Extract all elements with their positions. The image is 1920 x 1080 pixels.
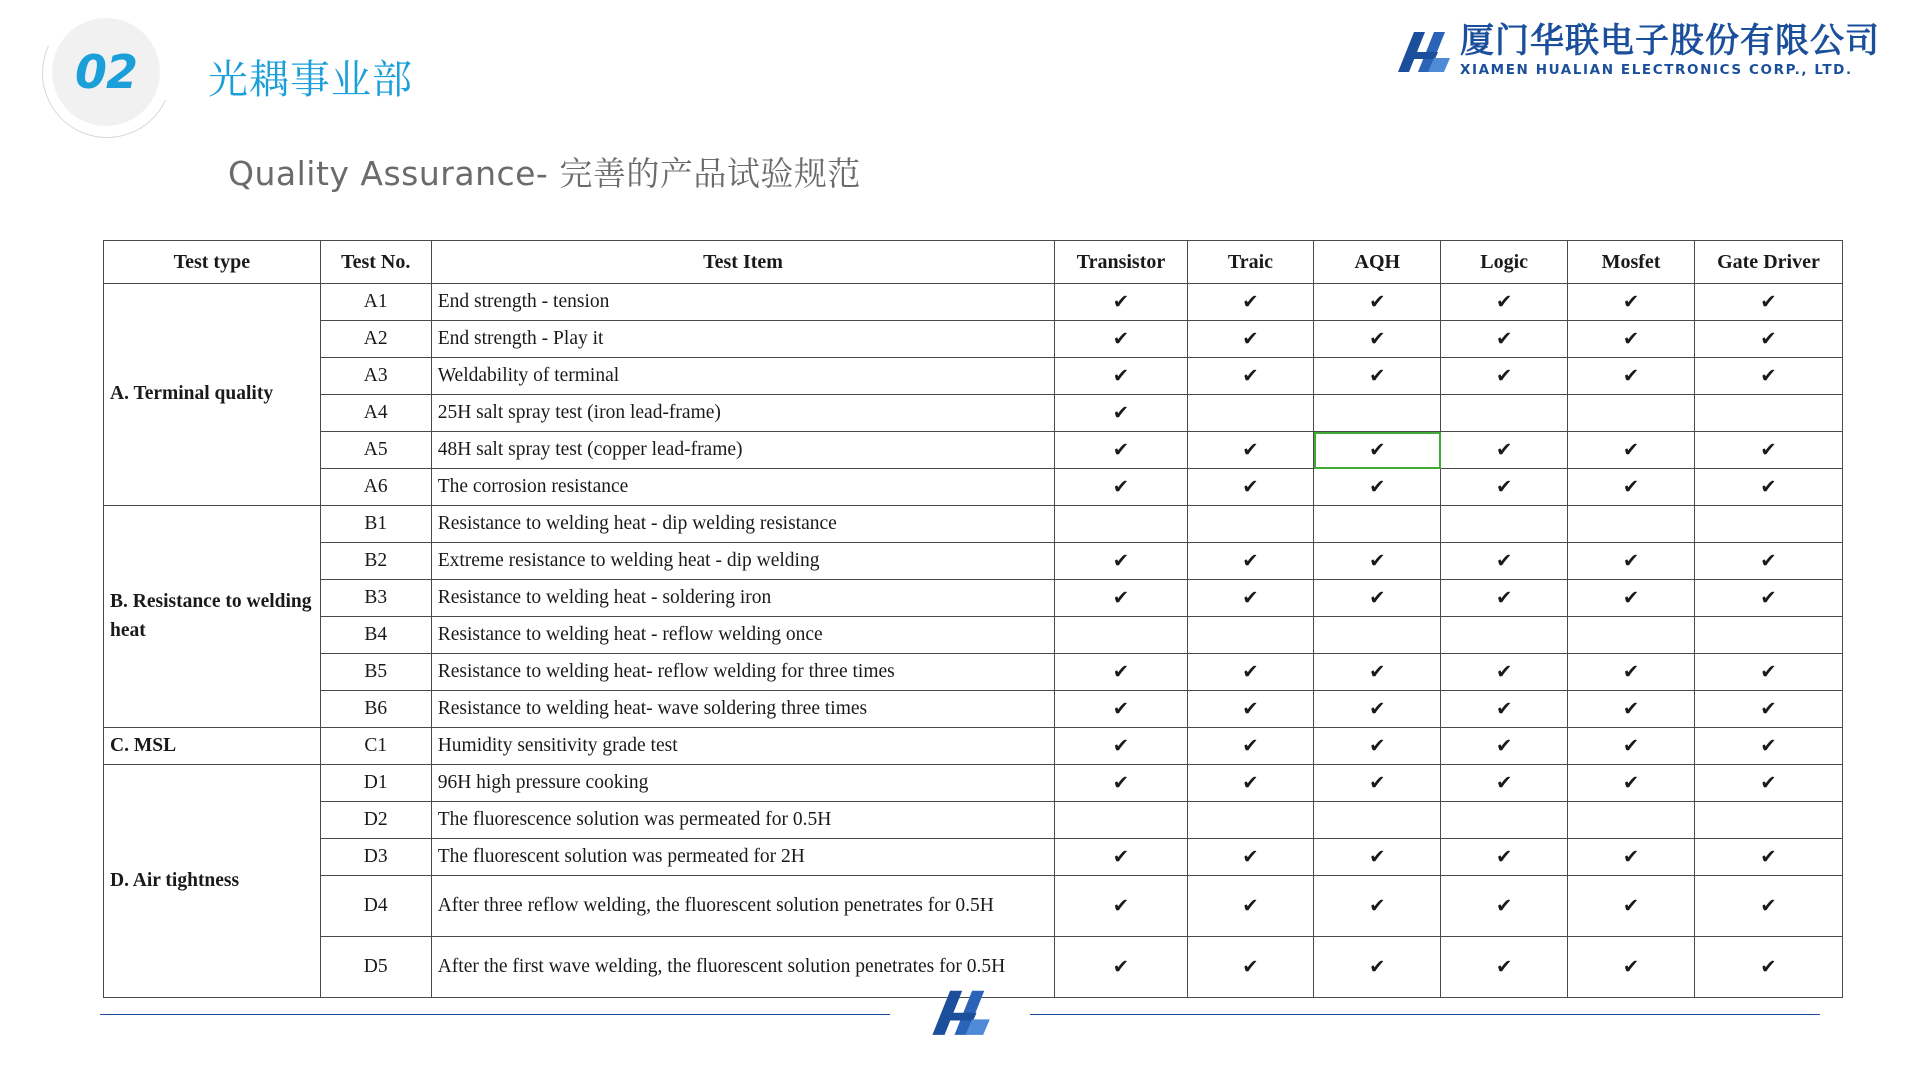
table-row — [104, 580, 1843, 617]
slide-subtitle: Quality Assurance- 完善的产品试验规范 — [228, 154, 861, 193]
test-no-cell: D5 — [320, 937, 431, 998]
check-cell-mosfet[interactable]: ✔ — [1568, 543, 1695, 580]
column-header-mosfet: Mosfet — [1568, 241, 1695, 284]
check-cell-traic[interactable]: ✔ — [1187, 358, 1314, 395]
test-no-cell: C1 — [320, 728, 431, 765]
check-cell-gate-driver[interactable]: ✔ — [1694, 839, 1842, 876]
check-cell-logic[interactable]: ✔ — [1441, 543, 1568, 580]
check-cell-mosfet[interactable]: ✔ — [1568, 321, 1695, 358]
test-item-cell: 48H salt spray test (copper lead-frame) — [431, 432, 1055, 469]
test-item-cell: Resistance to welding heat- reflow welding for three times — [431, 654, 1055, 691]
check-cell-aqh[interactable]: ✔ — [1314, 284, 1441, 321]
table-row — [104, 876, 1843, 937]
footer-divider-right — [1030, 1014, 1820, 1015]
check-cell-logic[interactable]: ✔ — [1441, 937, 1568, 998]
table-row — [104, 654, 1843, 691]
check-cell-transistor[interactable]: ✔ — [1055, 839, 1187, 876]
table-row — [104, 802, 1843, 839]
check-cell-traic[interactable]: ✔ — [1187, 691, 1314, 728]
check-cell-mosfet[interactable]: ✔ — [1568, 937, 1695, 998]
check-cell-gate-driver[interactable]: ✔ — [1694, 691, 1842, 728]
check-cell-aqh[interactable]: ✔ — [1314, 876, 1441, 937]
check-cell-traic[interactable] — [1187, 802, 1314, 839]
check-cell-gate-driver[interactable] — [1694, 506, 1842, 543]
check-cell-mosfet[interactable]: ✔ — [1568, 654, 1695, 691]
table-body — [104, 284, 1843, 998]
check-cell-logic[interactable] — [1441, 802, 1568, 839]
column-header-test-type: Test type — [104, 241, 321, 284]
check-cell-aqh[interactable]: ✔ — [1314, 654, 1441, 691]
check-cell-mosfet[interactable]: ✔ — [1568, 839, 1695, 876]
check-cell-logic[interactable]: ✔ — [1441, 358, 1568, 395]
check-cell-transistor[interactable]: ✔ — [1055, 543, 1187, 580]
table-row — [104, 543, 1843, 580]
check-cell-transistor[interactable]: ✔ — [1055, 580, 1187, 617]
check-cell-logic[interactable] — [1441, 506, 1568, 543]
test-no-cell: A6 — [320, 469, 431, 506]
check-cell-aqh[interactable]: ✔ — [1314, 691, 1441, 728]
check-cell-mosfet[interactable]: ✔ — [1568, 691, 1695, 728]
test-item-cell: 25H salt spray test (iron lead-frame) — [431, 395, 1055, 432]
check-cell-gate-driver[interactable]: ✔ — [1694, 543, 1842, 580]
check-cell-traic[interactable]: ✔ — [1187, 937, 1314, 998]
check-cell-transistor[interactable]: ✔ — [1055, 432, 1187, 469]
check-cell-mosfet[interactable] — [1568, 617, 1695, 654]
check-cell-transistor[interactable]: ✔ — [1055, 321, 1187, 358]
test-item-cell: The fluorescence solution was permeated for 0.5H — [431, 802, 1055, 839]
check-cell-gate-driver[interactable]: ✔ — [1694, 358, 1842, 395]
test-item-cell: Resistance to welding heat - soldering iron — [431, 580, 1055, 617]
test-no-cell: B5 — [320, 654, 431, 691]
test-item-cell: End strength - Play it — [431, 321, 1055, 358]
check-cell-logic[interactable]: ✔ — [1441, 728, 1568, 765]
check-cell-mosfet[interactable]: ✔ — [1568, 358, 1695, 395]
check-cell-aqh[interactable]: ✔ — [1314, 432, 1441, 469]
company-logo — [1394, 21, 1880, 80]
test-no-cell: B6 — [320, 691, 431, 728]
check-cell-mosfet[interactable]: ✔ — [1568, 728, 1695, 765]
check-cell-transistor[interactable]: ✔ — [1055, 728, 1187, 765]
table-row — [104, 469, 1843, 506]
check-cell-transistor[interactable]: ✔ — [1055, 765, 1187, 802]
check-cell-logic[interactable]: ✔ — [1441, 876, 1568, 937]
check-cell-mosfet[interactable]: ✔ — [1568, 765, 1695, 802]
column-header-aqh: AQH — [1314, 241, 1441, 284]
test-no-cell: D1 — [320, 765, 431, 802]
test-type-cell: D. Air tightness — [104, 765, 321, 998]
test-no-cell: D4 — [320, 876, 431, 937]
check-cell-mosfet[interactable] — [1568, 395, 1695, 432]
check-cell-aqh[interactable] — [1314, 506, 1441, 543]
test-no-cell: A5 — [320, 432, 431, 469]
check-cell-logic[interactable]: ✔ — [1441, 765, 1568, 802]
test-item-cell: Weldability of terminal — [431, 358, 1055, 395]
check-cell-gate-driver[interactable]: ✔ — [1694, 728, 1842, 765]
check-cell-aqh[interactable]: ✔ — [1314, 543, 1441, 580]
test-no-cell: B2 — [320, 543, 431, 580]
check-cell-logic[interactable]: ✔ — [1441, 432, 1568, 469]
column-header-test-no: Test No. — [320, 241, 431, 284]
check-cell-traic[interactable]: ✔ — [1187, 321, 1314, 358]
check-cell-mosfet[interactable]: ✔ — [1568, 876, 1695, 937]
test-no-cell: A3 — [320, 358, 431, 395]
check-cell-aqh[interactable] — [1314, 802, 1441, 839]
table-row — [104, 358, 1843, 395]
test-item-cell: End strength - tension — [431, 284, 1055, 321]
check-cell-logic[interactable]: ✔ — [1441, 321, 1568, 358]
check-cell-logic[interactable]: ✔ — [1441, 839, 1568, 876]
hualian-footer-logo-icon — [928, 986, 992, 1044]
table-row — [104, 728, 1843, 765]
check-cell-mosfet[interactable]: ✔ — [1568, 469, 1695, 506]
test-item-cell: After three reflow welding, the fluorescent solution penetrates for 0.5H — [431, 876, 1055, 937]
table-row — [104, 284, 1843, 321]
column-header-gate-driver: Gate Driver — [1694, 241, 1842, 284]
check-cell-aqh[interactable]: ✔ — [1314, 765, 1441, 802]
check-cell-transistor[interactable]: ✔ — [1055, 358, 1187, 395]
check-cell-aqh[interactable]: ✔ — [1314, 728, 1441, 765]
check-cell-transistor[interactable]: ✔ — [1055, 937, 1187, 998]
check-cell-traic[interactable]: ✔ — [1187, 728, 1314, 765]
qa-table-container — [103, 240, 1843, 998]
check-cell-transistor[interactable]: ✔ — [1055, 691, 1187, 728]
check-cell-traic[interactable]: ✔ — [1187, 839, 1314, 876]
check-cell-traic[interactable] — [1187, 395, 1314, 432]
check-cell-transistor[interactable]: ✔ — [1055, 876, 1187, 937]
qa-test-specification-table — [103, 240, 1843, 998]
check-cell-traic[interactable]: ✔ — [1187, 765, 1314, 802]
check-cell-gate-driver[interactable]: ✔ — [1694, 937, 1842, 998]
column-header-traic: Traic — [1187, 241, 1314, 284]
check-cell-gate-driver[interactable]: ✔ — [1694, 284, 1842, 321]
check-cell-gate-driver[interactable]: ✔ — [1694, 580, 1842, 617]
check-cell-logic[interactable]: ✔ — [1441, 580, 1568, 617]
check-cell-aqh[interactable]: ✔ — [1314, 937, 1441, 998]
check-cell-gate-driver[interactable]: ✔ — [1694, 876, 1842, 937]
test-item-cell: The corrosion resistance — [431, 469, 1055, 506]
check-cell-mosfet[interactable]: ✔ — [1568, 580, 1695, 617]
check-cell-logic[interactable]: ✔ — [1441, 654, 1568, 691]
test-item-cell: Resistance to welding heat- wave soldering three times — [431, 691, 1055, 728]
test-no-cell: A1 — [320, 284, 431, 321]
hualian-logo-icon — [1394, 28, 1452, 80]
check-cell-logic[interactable] — [1441, 617, 1568, 654]
check-cell-transistor[interactable] — [1055, 617, 1187, 654]
test-no-cell: B1 — [320, 506, 431, 543]
table-row — [104, 839, 1843, 876]
test-item-cell: Humidity sensitivity grade test — [431, 728, 1055, 765]
column-header-logic: Logic — [1441, 241, 1568, 284]
slide-number-text: 02 — [74, 45, 137, 99]
table-row — [104, 395, 1843, 432]
check-cell-gate-driver[interactable] — [1694, 617, 1842, 654]
check-cell-transistor[interactable]: ✔ — [1055, 284, 1187, 321]
check-cell-gate-driver[interactable]: ✔ — [1694, 765, 1842, 802]
check-cell-transistor[interactable] — [1055, 802, 1187, 839]
check-cell-aqh[interactable]: ✔ — [1314, 580, 1441, 617]
check-cell-logic[interactable]: ✔ — [1441, 691, 1568, 728]
check-cell-aqh[interactable]: ✔ — [1314, 469, 1441, 506]
check-cell-transistor[interactable] — [1055, 506, 1187, 543]
test-no-cell: A4 — [320, 395, 431, 432]
test-item-cell: Resistance to welding heat - dip welding resistance — [431, 506, 1055, 543]
table-header-row — [104, 241, 1843, 284]
check-cell-gate-driver[interactable]: ✔ — [1694, 321, 1842, 358]
test-item-cell: After the first wave welding, the fluorescent solution penetrates for 0.5H — [431, 937, 1055, 998]
check-cell-logic[interactable]: ✔ — [1441, 284, 1568, 321]
table-row — [104, 765, 1843, 802]
check-cell-traic[interactable]: ✔ — [1187, 654, 1314, 691]
test-item-cell: Resistance to welding heat - reflow welding once — [431, 617, 1055, 654]
check-cell-mosfet[interactable] — [1568, 802, 1695, 839]
check-cell-transistor[interactable]: ✔ — [1055, 469, 1187, 506]
check-cell-aqh[interactable]: ✔ — [1314, 321, 1441, 358]
test-no-cell: B3 — [320, 580, 431, 617]
check-cell-gate-driver[interactable]: ✔ — [1694, 432, 1842, 469]
check-cell-gate-driver[interactable] — [1694, 802, 1842, 839]
check-cell-mosfet[interactable]: ✔ — [1568, 284, 1695, 321]
check-cell-traic[interactable] — [1187, 617, 1314, 654]
check-cell-mosfet[interactable]: ✔ — [1568, 432, 1695, 469]
test-item-cell: The fluorescent solution was permeated for 2H — [431, 839, 1055, 876]
check-cell-aqh[interactable]: ✔ — [1314, 839, 1441, 876]
check-cell-traic[interactable]: ✔ — [1187, 876, 1314, 937]
test-type-cell: C. MSL — [104, 728, 321, 765]
table-row — [104, 432, 1843, 469]
company-name-en: XIAMEN HUALIAN ELECTRONICS CORP., LTD. — [1460, 61, 1853, 78]
table-row — [104, 321, 1843, 358]
check-cell-mosfet[interactable] — [1568, 506, 1695, 543]
slide-number-badge — [52, 18, 176, 142]
company-name-cn: 厦门华联电子股份有限公司 — [1460, 21, 1880, 61]
check-cell-aqh[interactable]: ✔ — [1314, 358, 1441, 395]
test-type-cell: B. Resistance to welding heat — [104, 506, 321, 728]
table-row — [104, 506, 1843, 543]
test-item-cell: Extreme resistance to welding heat - dip welding — [431, 543, 1055, 580]
check-cell-transistor[interactable]: ✔ — [1055, 395, 1187, 432]
check-cell-traic[interactable]: ✔ — [1187, 580, 1314, 617]
test-no-cell: B4 — [320, 617, 431, 654]
slide-footer — [0, 986, 1920, 1046]
check-cell-traic[interactable]: ✔ — [1187, 432, 1314, 469]
table-row — [104, 617, 1843, 654]
check-cell-traic[interactable] — [1187, 506, 1314, 543]
test-no-cell: D3 — [320, 839, 431, 876]
footer-divider-left — [100, 1014, 890, 1015]
table-row — [104, 691, 1843, 728]
test-item-cell: 96H high pressure cooking — [431, 765, 1055, 802]
check-cell-transistor[interactable]: ✔ — [1055, 654, 1187, 691]
test-type-cell: A. Terminal quality — [104, 284, 321, 506]
check-cell-gate-driver[interactable]: ✔ — [1694, 654, 1842, 691]
test-no-cell: D2 — [320, 802, 431, 839]
department-title: 光耦事业部 — [208, 57, 413, 103]
column-header-test-item: Test Item — [431, 241, 1055, 284]
check-cell-traic[interactable]: ✔ — [1187, 543, 1314, 580]
check-cell-traic[interactable]: ✔ — [1187, 469, 1314, 506]
check-cell-gate-driver[interactable] — [1694, 395, 1842, 432]
check-cell-logic[interactable] — [1441, 395, 1568, 432]
test-no-cell: A2 — [320, 321, 431, 358]
check-cell-aqh[interactable] — [1314, 395, 1441, 432]
check-cell-traic[interactable]: ✔ — [1187, 284, 1314, 321]
check-cell-gate-driver[interactable]: ✔ — [1694, 469, 1842, 506]
check-cell-logic[interactable]: ✔ — [1441, 469, 1568, 506]
check-cell-aqh[interactable] — [1314, 617, 1441, 654]
column-header-transistor: Transistor — [1055, 241, 1187, 284]
